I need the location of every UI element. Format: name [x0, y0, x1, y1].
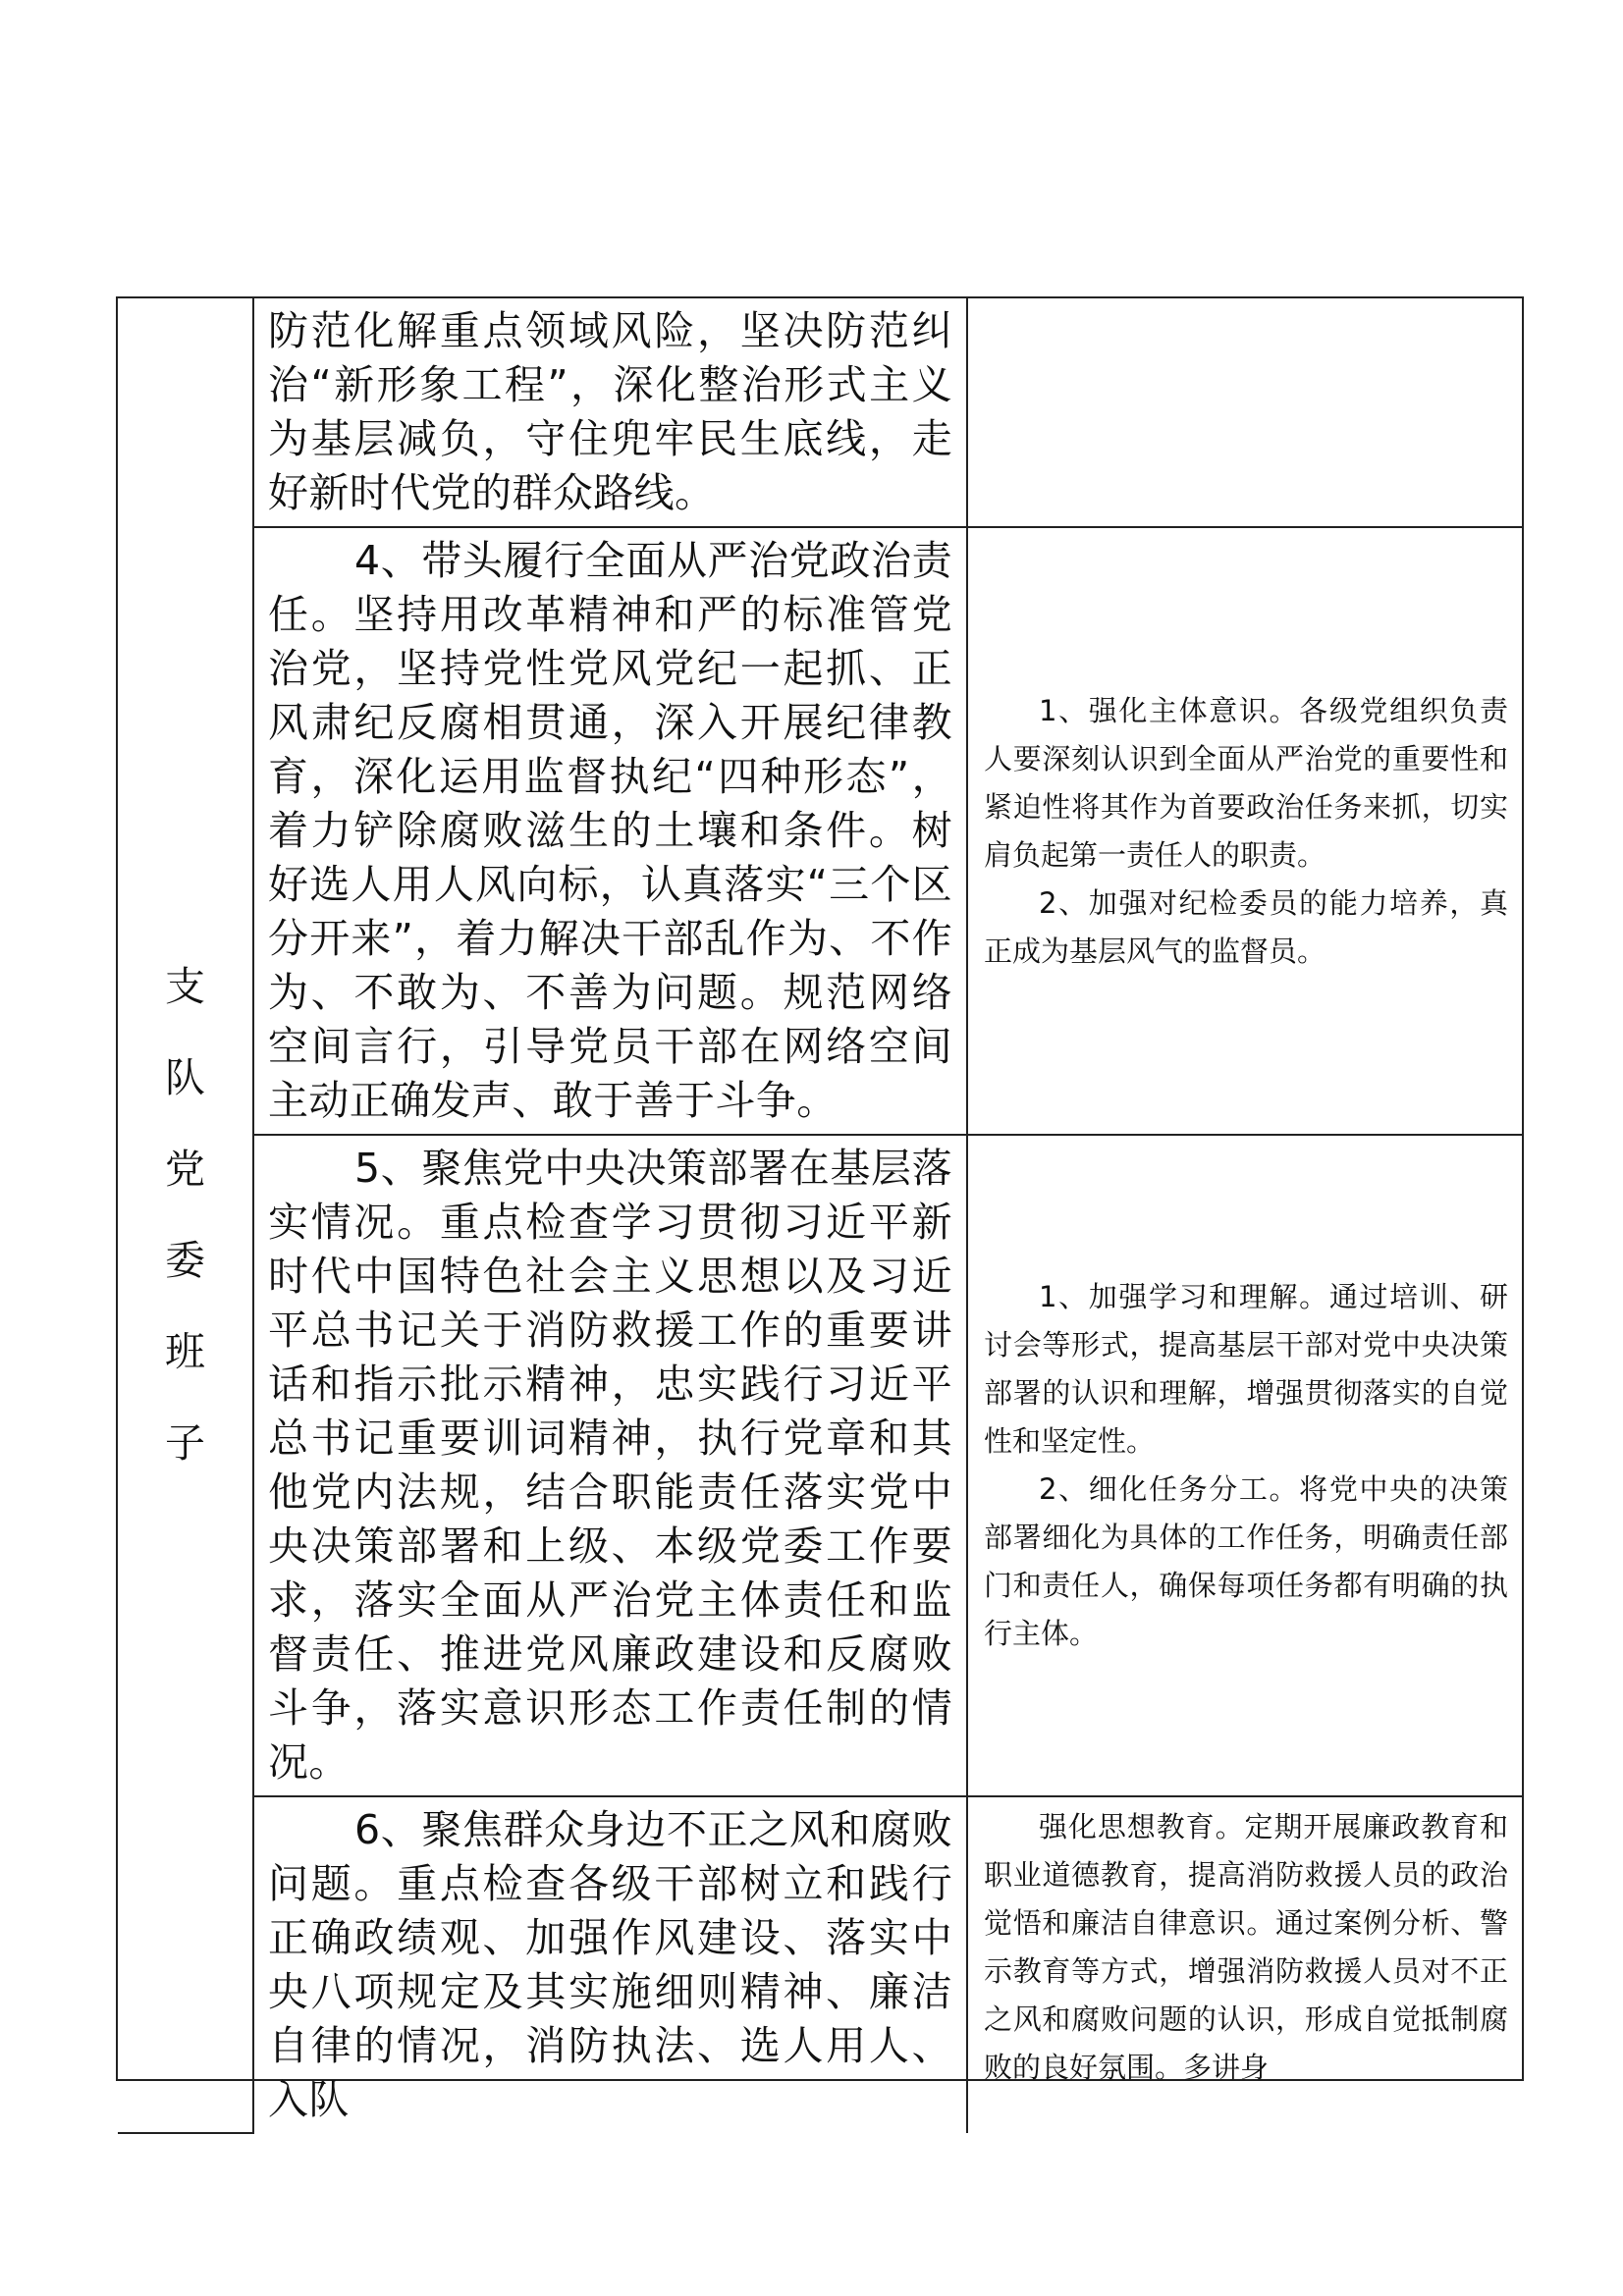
problem-text: 6、聚焦群众身边不正之风和腐败问题。重点检查各级干部树立和践行正确政绩观、加强作风建设、落实中央八项规定及其实施细则精神、廉洁自律的情况，消防执法、选人用人、入队: [268, 1806, 952, 2123]
measure-cell: [967, 298, 1522, 527]
responsible-party-cell: [118, 298, 253, 2133]
label-char: 党: [165, 1146, 205, 1193]
table-row: [118, 1796, 1522, 2133]
measure-cell: [967, 527, 1522, 1135]
measure-text: [968, 681, 1522, 982]
label-char: 支: [165, 963, 205, 1010]
measure-cell: [967, 1135, 1522, 1796]
problem-text: 5、聚焦党中央决策部署在基层落实情况。重点检查学习贯彻习近平新时代中国特色社会主义思想以及习近平总书记关于消防救援工作的重要讲话和指示批示精神，忠实践行习近平总书记重要训词精神，执行党章和其他党内法规，结合职能责任落实党中央决策部署和上级、本级党委工作要求，落实全面从严治党主体责任和监督责任、推进党风廉政建设和反腐败斗争，落实意识形态工作责任制的情况。: [268, 1145, 952, 1786]
table-row: [118, 527, 1522, 1135]
problem-cell: [253, 1796, 967, 2133]
measure-item: 1、加强学习和理解。通过培训、研讨会等形式，提高基层干部对党中央决策部署的认识和理解，增强贯彻落实的自觉性和坚定性。: [984, 1280, 1508, 1458]
problem-text: 4、带头履行全面从严治党政治责任。坚持用改革精神和严的标准管党治党，坚持党性党风党纪一起抓、正风肃纪反腐相贯通，深入开展纪律教育，深化运用监督执纪“四种形态”，着力铲除腐败滋生的土壤和条件。树好选人用人风向标，认真落实“三个区分开来”，着力解决干部乱作为、不作为、不敢为、不善为问题。规范网络空间言行，引导党员干部在网络空间主动正确发声、敢于善于斗争。: [268, 537, 952, 1124]
measure-item: 2、加强对纪检委员的能力培养，真正成为基层风气的监督员。: [984, 885, 1508, 968]
measure-cell: [967, 1796, 1522, 2133]
measure-text: [968, 1797, 1522, 2098]
table-row: [118, 298, 1522, 527]
measure-item: 1、强化主体意识。各级党组织负责人要深刻认识到全面从严治党的重要性和紧迫性将其作为首要政治任务来抓，切实肩负起第一责任人的职责。: [984, 693, 1508, 872]
supervision-table-page: [116, 296, 1524, 2123]
label-char: 队: [165, 1054, 205, 1101]
measure-item: 2、细化任务分工。将党中央的决策部署细化为具体的工作任务，明确责任部门和责任人，确保每项任务都有明确的执行主体。: [984, 1472, 1508, 1650]
table-row: [118, 1135, 1522, 1796]
measure-item: 强化思想教育。定期开展廉政教育和职业道德教育，提高消防救援人员的政治觉悟和廉洁自律意识。通过案例分析、警示教育等方式，增强消防救援人员对不正之风和腐败问题的认识，形成自觉抵制腐败的良好氛围。多讲身: [984, 1810, 1508, 2084]
problem-cell: [253, 1135, 967, 1796]
measure-text: [968, 1267, 1522, 1664]
responsible-party-label: [118, 963, 252, 1467]
label-char: 班: [165, 1328, 205, 1375]
problem-cell: [253, 298, 967, 527]
problem-text: 防范化解重点领域风险，坚决防范纠治“新形象工程”，深化整治形式主义为基层减负，守住兜牢民生底线，走好新时代党的群众路线。: [268, 307, 952, 516]
supervision-table: [118, 298, 1522, 2134]
label-char: 子: [165, 1419, 205, 1467]
label-char: 委: [165, 1237, 205, 1284]
problem-cell: [253, 527, 967, 1135]
